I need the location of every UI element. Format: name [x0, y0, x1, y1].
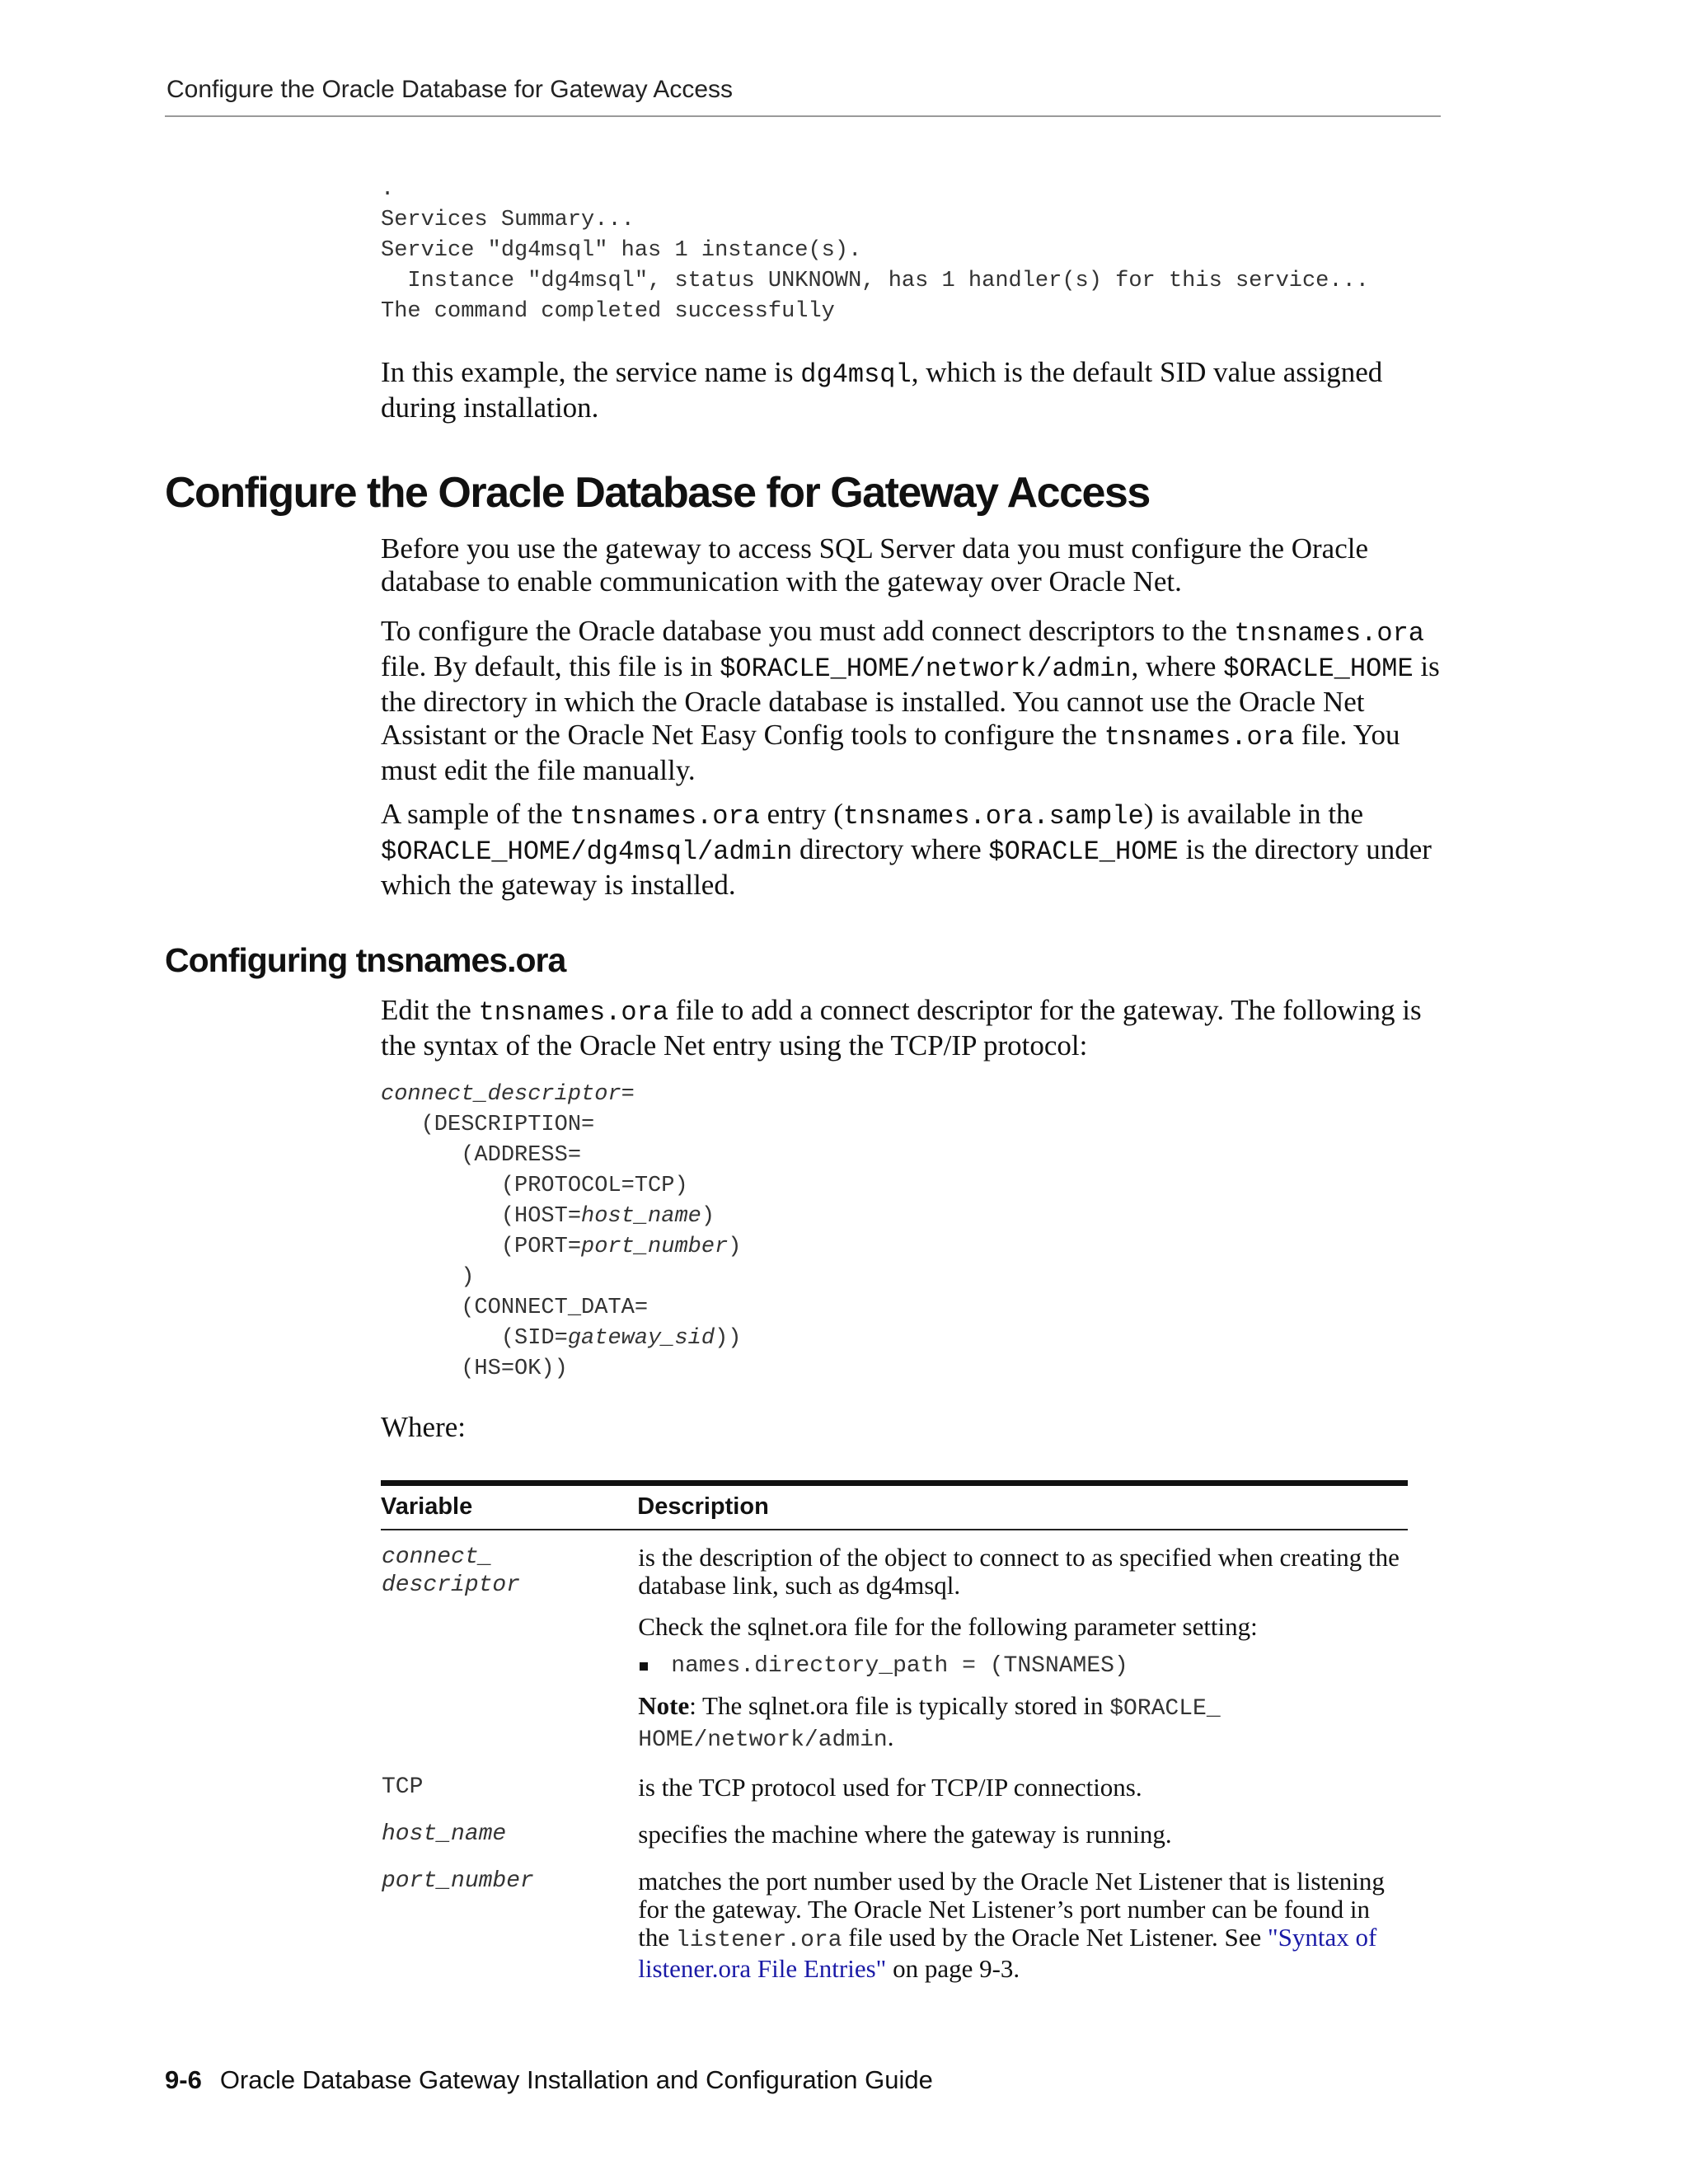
column-header-description: Description	[637, 1493, 769, 1520]
column-header-variable: Variable	[381, 1493, 473, 1520]
variable-cell: port_number	[382, 1868, 534, 1894]
listener-syntax-link[interactable]: "Syntax of listener.ora File Entries"	[638, 1923, 1377, 1983]
description-text: is the description of the object to connect to as specified when creating the database link, such as dg4msql.	[638, 1543, 1400, 1600]
description-cell	[637, 1530, 1408, 1755]
section-paragraph-3: A sample of the tnsnames.ora entry (tnsnames.ora.sample) is available in the $ORACLE_HOME/dg4msql/admin directory where $ORACLE_HOME is the directory under which the gateway is installed.	[381, 798, 1432, 901]
subsection-paragraph: Edit the tnsnames.ora file to add a connect descriptor for the gateway. The following is the syntax of the Oracle Net entry using the TCP/IP protocol:	[381, 994, 1422, 1062]
running-header: Configure the Oracle Database for Gateway Access	[166, 76, 734, 103]
square-bullet-icon	[640, 1662, 648, 1671]
output-line: .	[381, 177, 395, 202]
table-row	[381, 1530, 1408, 1755]
table-row	[381, 1849, 1408, 1984]
description-text: Check the sqlnet.ora file for the following parameter setting:	[638, 1612, 1258, 1641]
tnsnames-syntax: connect_descriptor= (DESCRIPTION= (ADDRESS= (PROTOCOL=TCP) (HOST=host_name) (PORT=port_number) ) (CONNECT_DATA= (SID=gateway_sid)) (HS=OK))	[381, 1082, 742, 1381]
output-line: Services Summary...	[381, 208, 635, 232]
intro-paragraph: In this example, the service name is dg4msql, which is the default SID value assigned during installation.	[381, 356, 1383, 424]
table-row	[381, 1802, 1408, 1849]
book-title: Oracle Database Gateway Installation and Configuration Guide	[219, 2065, 933, 2094]
table-header-row	[381, 1483, 1408, 1530]
variable-cell: host_name	[382, 1821, 507, 1847]
output-line: The command completed successfully	[381, 299, 835, 324]
description-cell: is the TCP protocol used for TCP/IP connections.	[638, 1773, 1142, 1802]
subsection-heading: Configuring tnsnames.ora	[165, 941, 566, 979]
variables-table	[381, 1480, 1408, 1984]
section-paragraph-1: Before you use the gateway to access SQL Server data you must configure the Oracle database to enable communication with the gateway over Oracle Net.	[381, 532, 1368, 598]
output-line: Service "dg4msql" has 1 instance(s).	[381, 238, 862, 263]
section-heading: Configure the Oracle Database for Gateway Access	[165, 469, 1150, 517]
description-cell: specifies the machine where the gateway is running.	[638, 1820, 1172, 1849]
page-number: 9-6	[165, 2065, 202, 2094]
variable-cell: TCP	[382, 1774, 424, 1800]
where-label: Where:	[381, 1411, 466, 1443]
section-paragraph-2: To configure the Oracle database you must add connect descriptors to the tnsnames.ora file. By default, this file is in $ORACLE_HOME/network/admin, where $ORACLE_HOME is the directory in which the Oracle database is installed. You cannot use the Oracle Net Assistant or the Oracle Net Easy Config tools to configure the tnsnames.ora file. You must edit the file manually.	[381, 615, 1440, 786]
variable-cell: connect_ descriptor	[382, 1544, 521, 1598]
list-item: names.directory_path = (TNSNAMES)	[638, 1652, 1407, 1680]
description-cell: matches the port number used by the Oracle Net Listener that is listening for the gateway. The Oracle Net Listener’s port number can be found in the listener.ora file used by the Oracle Net Listener. See "Syntax of listener.ora File Entries" on page 9-3.	[638, 1867, 1385, 1983]
page-footer	[165, 2065, 933, 2095]
output-line: Instance "dg4msql", status UNKNOWN, has 1 handler(s) for this service...	[381, 269, 1369, 293]
note-text: Note: The sqlnet.ora file is typically stored in $ORACLE_ HOME/network/admin.	[638, 1691, 1221, 1753]
header-rule	[165, 115, 1441, 117]
listener-output	[381, 175, 1369, 327]
table-row	[381, 1755, 1408, 1802]
